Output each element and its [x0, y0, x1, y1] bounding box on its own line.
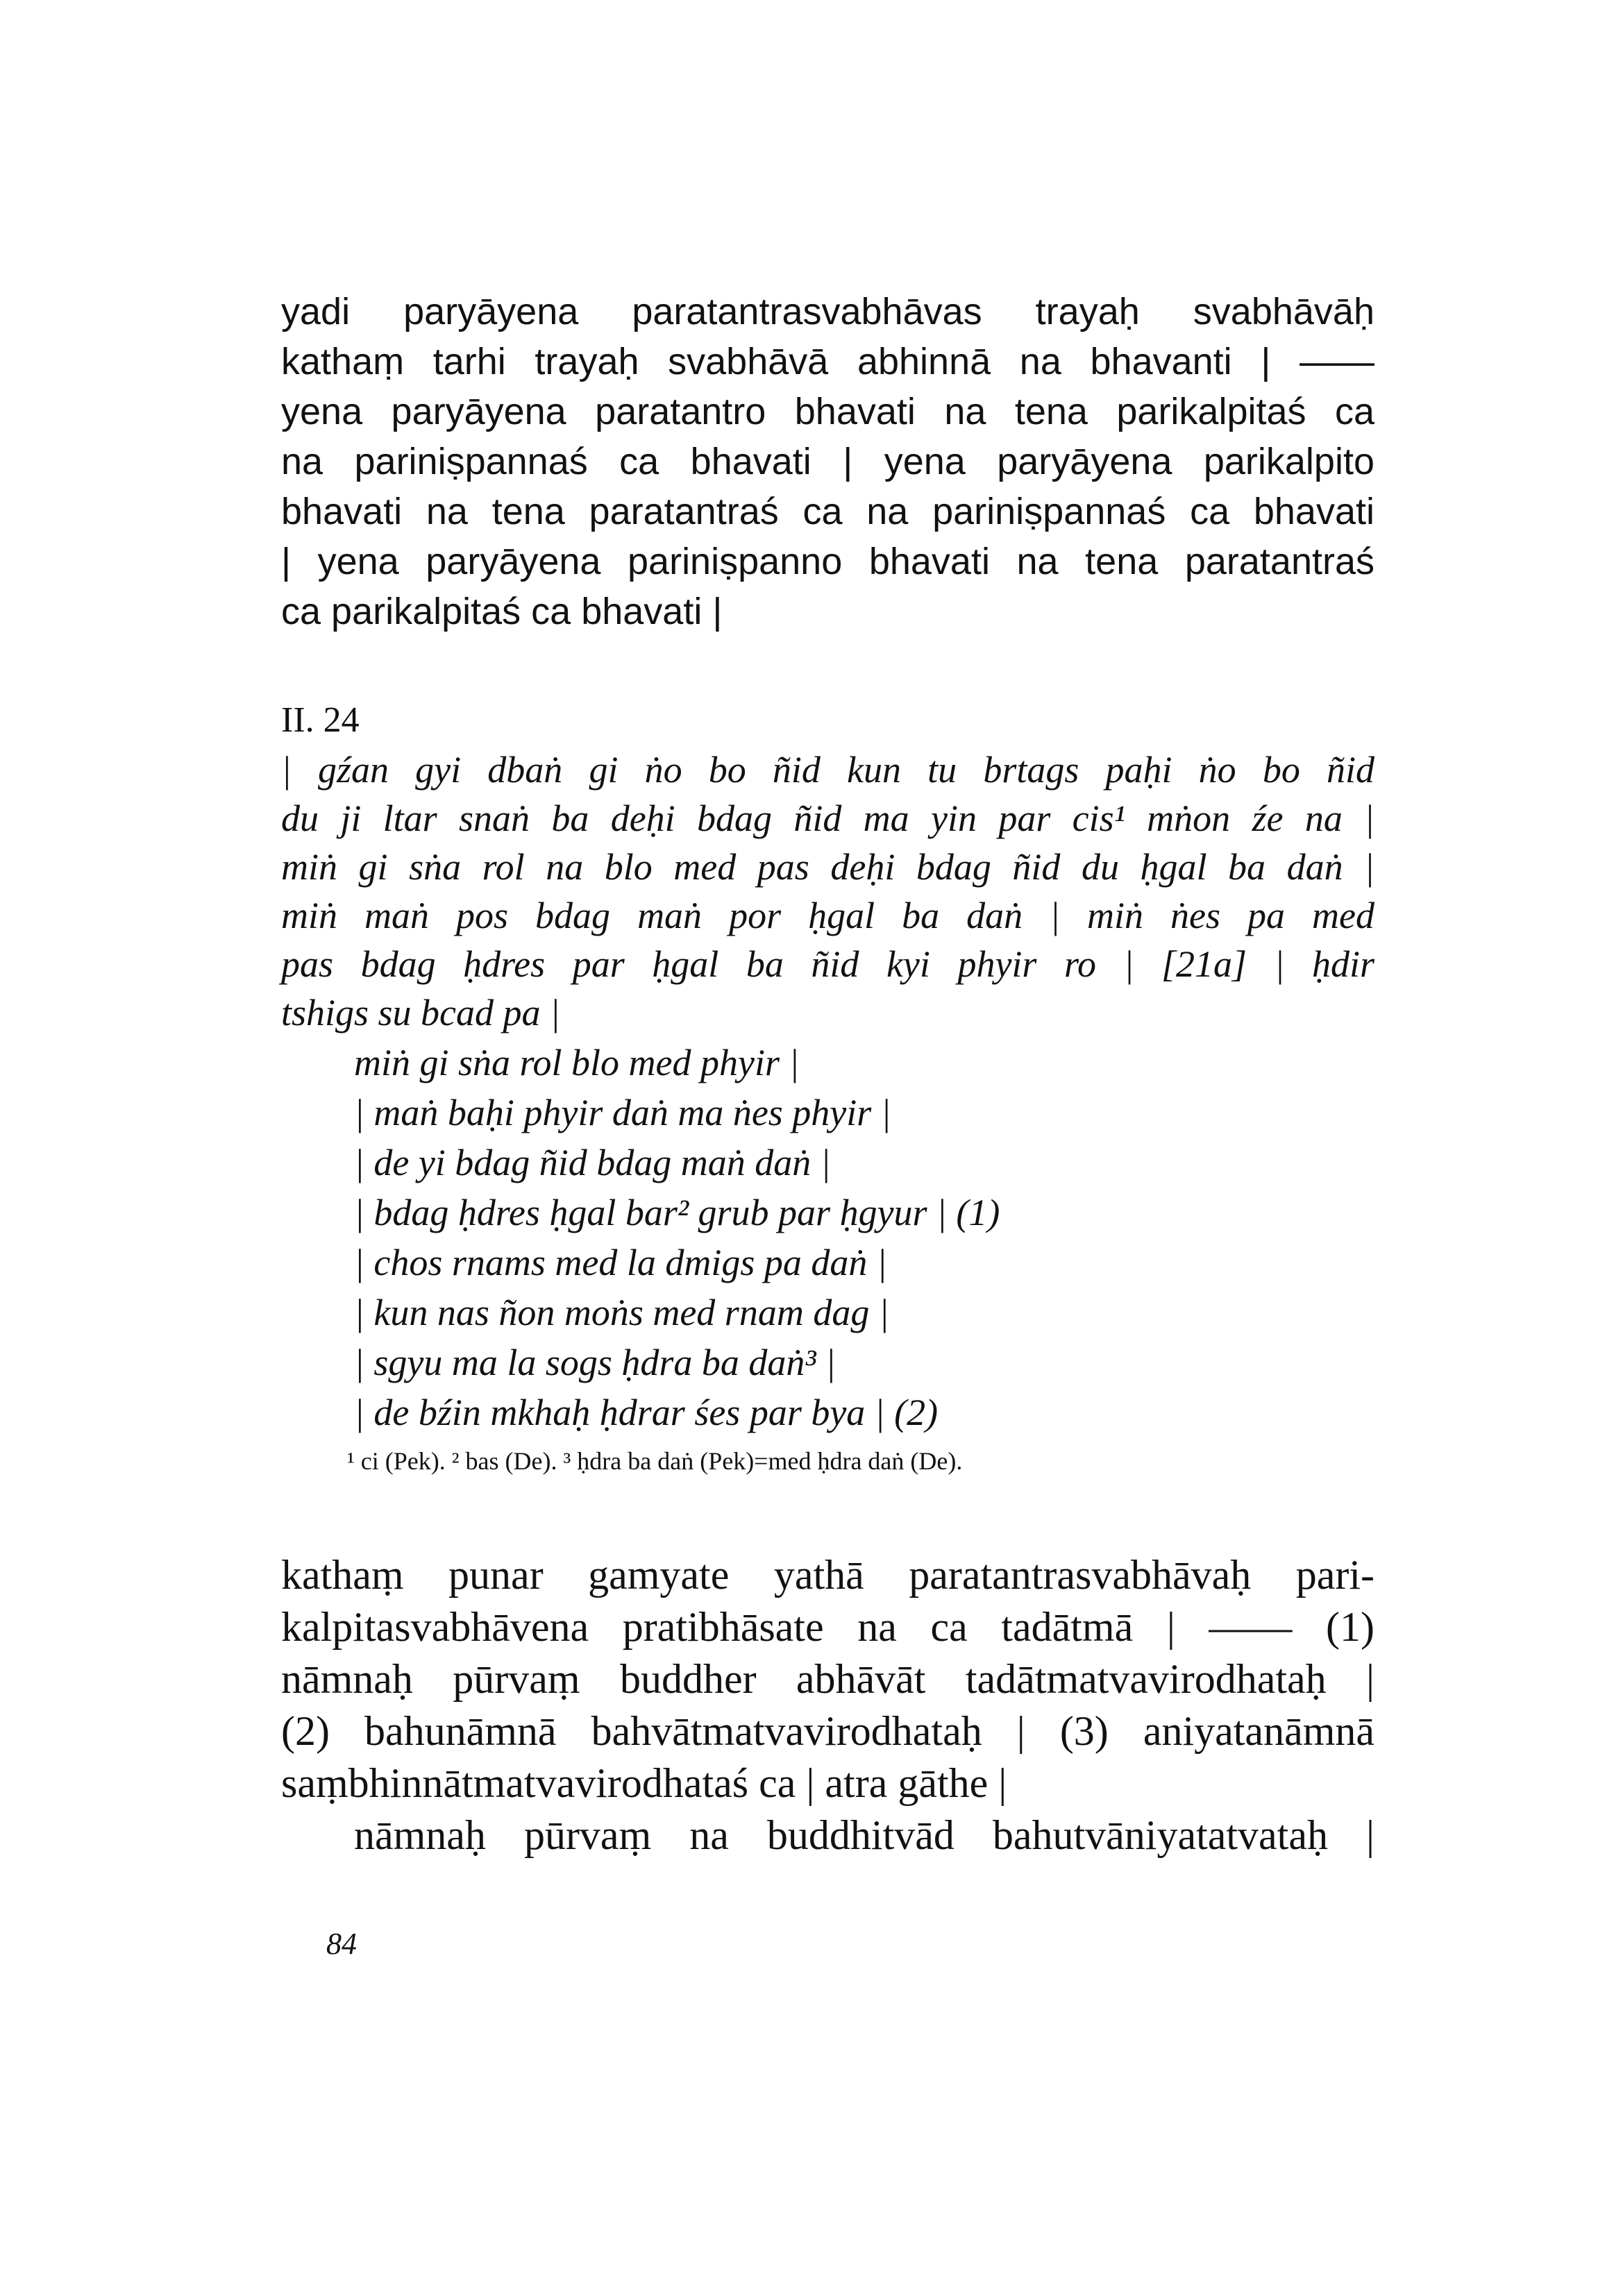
tibetan-prose-line-1: | gźan gyi dbaṅ gi ṅo bo ñid kun tu brtags paḥi ṅo bo ñid — [281, 749, 1374, 791]
page-number: 84 — [326, 1927, 357, 1961]
para2-line-2: kalpitasvabhāvena pratibhāsate na ca tadātmā | —— (1) — [281, 1604, 1374, 1650]
tibetan-prose-line-4: miṅ maṅ pos bdag maṅ por ḥgal ba daṅ | miṅ ṅes pa med — [281, 895, 1374, 936]
para1-line-4: na pariniṣpannaś ca bhavati | yena paryāyena parikalpito — [281, 441, 1374, 482]
section-heading: II. 24 — [281, 700, 360, 740]
para1-line-1: yadi paryāyena paratantrasvabhāvas trayaḥ svabhāvāḥ — [281, 291, 1374, 332]
para1-line-7: ca parikalpitaś ca bhavati | — [281, 591, 723, 632]
para1-line-2: kathaṃ tarhi trayaḥ svabhāvā abhinnā na bhavanti | —— — [281, 341, 1374, 382]
verse-line-7: | sgyu ma la sogs ḥdra ba daṅ³ | — [354, 1342, 836, 1383]
para1-line-5: bhavati na tena paratantraś ca na pariniṣpannaś ca bhavati — [281, 491, 1374, 532]
verse-line-4: | bdag ḥdres ḥgal bar² grub par ḥgyur | (1) — [354, 1192, 1000, 1233]
para1-line-3: yena paryāyena paratantro bhavati na tena parikalpitaś ca — [281, 391, 1374, 432]
tibetan-prose-line-5: pas bdag ḥdres par ḥgal ba ñid kyi phyir ro | [21a] | ḥdir — [281, 943, 1374, 985]
verse-line-5: | chos rnams med la dmigs pa daṅ | — [354, 1242, 887, 1283]
verse-line-1: miṅ gi sṅa rol blo med phyir | — [354, 1042, 800, 1083]
para2-line-1: kathaṃ punar gamyate yathā paratantrasvabhāvaḥ pari- — [281, 1552, 1374, 1598]
tibetan-prose-line-6: tshigs su bcad pa | — [281, 992, 560, 1033]
verse-line-6: | kun nas ñon moṅs med rnam dag | — [354, 1292, 889, 1333]
para1-line-6: | yena paryāyena pariniṣpanno bhavati na tena paratantraś — [281, 541, 1374, 582]
verse-line-8: | de bźin mkhaḥ ḥdrar śes par bya | (2) — [354, 1392, 939, 1433]
para2-line-3: nāmnaḥ pūrvaṃ buddher abhāvāt tadātmatvavirodhataḥ | — [281, 1656, 1374, 1702]
footnotes: ¹ ci (Pek). ² bas (De). ³ ḥdra ba daṅ (Pek)=med ḥdra daṅ (De). — [347, 1447, 963, 1475]
para2-line-6: nāmnaḥ pūrvaṃ na buddhitvād bahutvāniyatatvataḥ | — [354, 1812, 1374, 1858]
verse-line-2: | maṅ baḥi phyir daṅ ma ṅes phyir | — [354, 1092, 891, 1133]
verse-line-3: | de yi bdag ñid bdag maṅ daṅ | — [354, 1142, 831, 1183]
tibetan-prose-line-3: miṅ gi sṅa rol na blo med pas deḥi bdag ñid du ḥgal ba daṅ | — [281, 846, 1374, 888]
tibetan-prose-line-2: du ji ltar snaṅ ba deḥi bdag ñid ma yin par cis¹ mṅon źe na | — [281, 797, 1374, 839]
para2-line-4: (2) bahunāmnā bahvātmatvavirodhataḥ | (3) aniyatanāmnā — [281, 1708, 1374, 1754]
para2-line-5: saṃbhinnātmatvavirodhataś ca | atra gāthe | — [281, 1760, 1007, 1806]
